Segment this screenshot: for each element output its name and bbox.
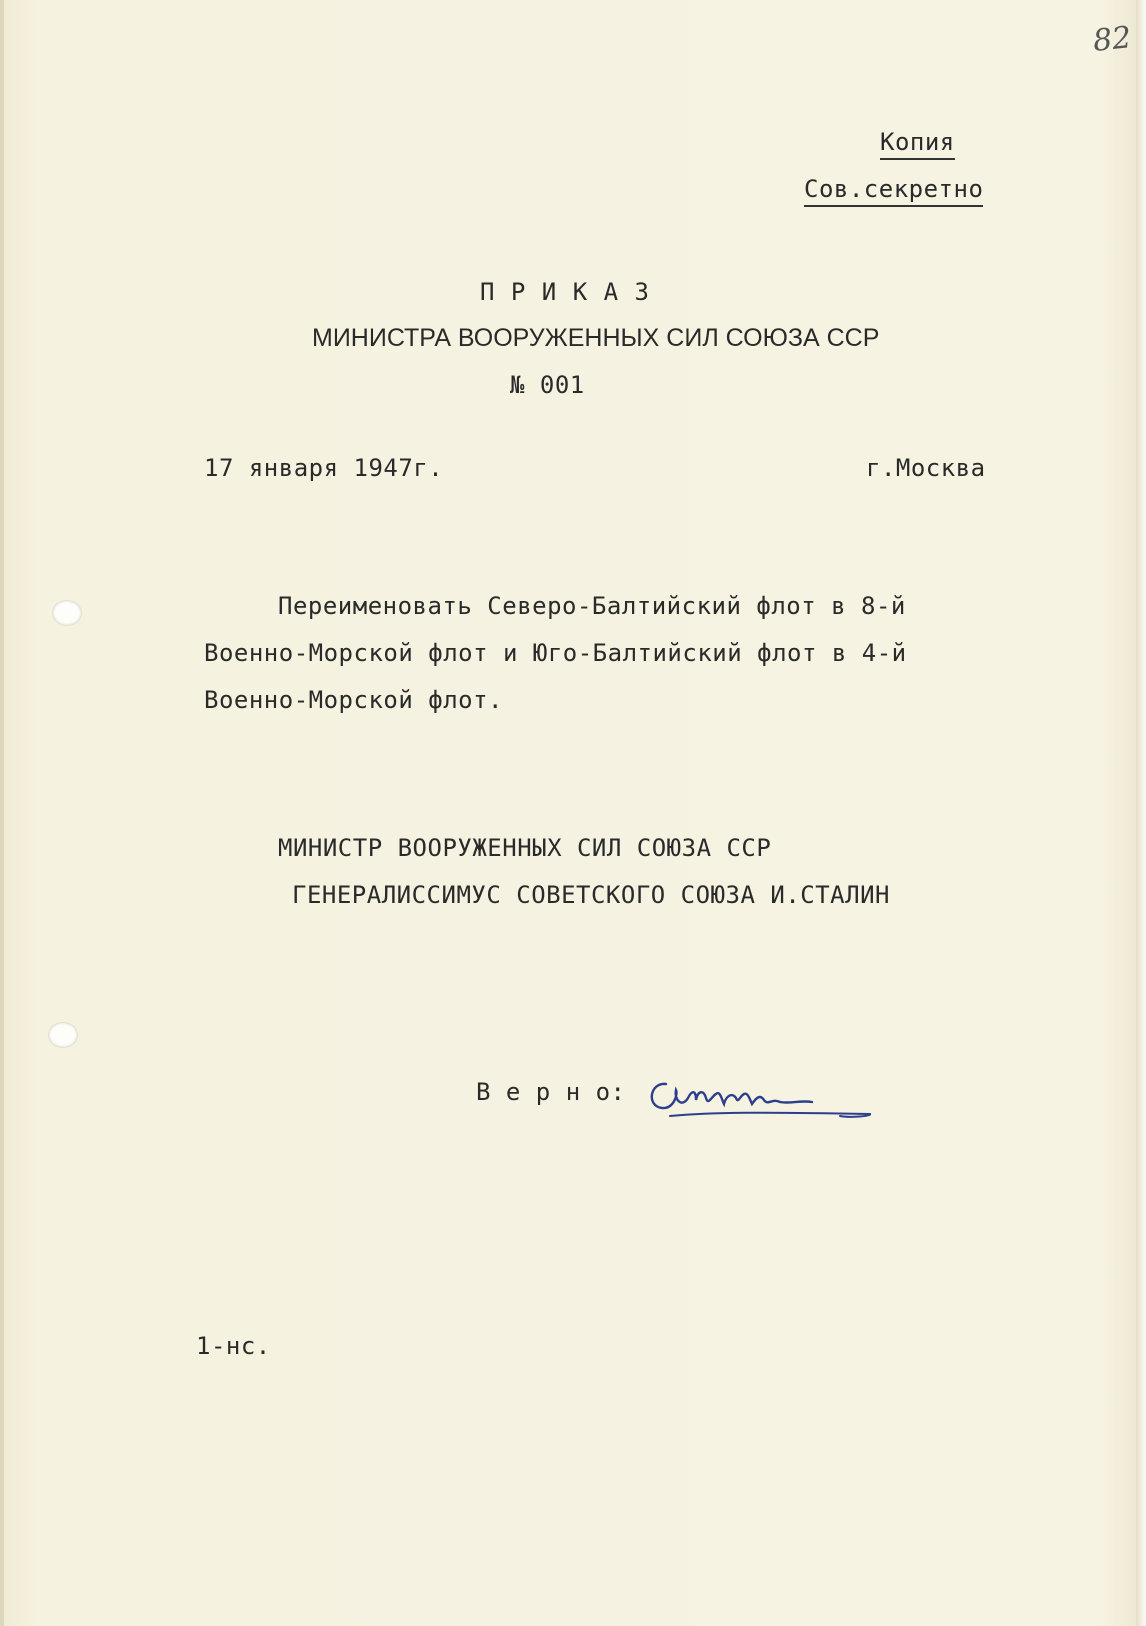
document-number: № 001 <box>510 371 585 399</box>
page-edge-right <box>1136 0 1146 1626</box>
copy-code: 1-нс. <box>196 1332 271 1360</box>
body-line-2: Военно-Морской флот и Юго-Балтийский флот в 4-й <box>204 639 907 667</box>
punch-hole-bottom <box>48 1022 78 1048</box>
copy-mark: Копия <box>880 128 955 160</box>
document-issuer: МИНИСТРА ВООРУЖЕННЫХ СИЛ СОЮЗА ССР <box>312 324 880 352</box>
punch-hole-top <box>52 600 82 626</box>
folio-number: 82 <box>1091 20 1133 59</box>
body-line-3: Военно-Морской флот. <box>204 686 503 714</box>
classification-mark: Сов.секретно <box>804 175 983 207</box>
document-date: 17 января 1947г. <box>204 454 444 482</box>
signatory-title: МИНИСТР ВООРУЖЕННЫХ СИЛ СОЮЗА ССР <box>278 834 772 862</box>
signatory-name: ГЕНЕРАЛИССИМУС СОВЕТСКОГО СОЮЗА И.СТАЛИН <box>292 881 890 909</box>
handwritten-signature <box>640 1064 880 1124</box>
certification-label: В е р н о: <box>476 1078 626 1106</box>
document-place: г.Москва <box>866 454 986 482</box>
document-title: П Р И К А З <box>480 278 650 306</box>
body-line-1: Переименовать Северо-Балтийский флот в 8-й <box>278 592 906 620</box>
page-edge-left <box>0 0 4 1626</box>
